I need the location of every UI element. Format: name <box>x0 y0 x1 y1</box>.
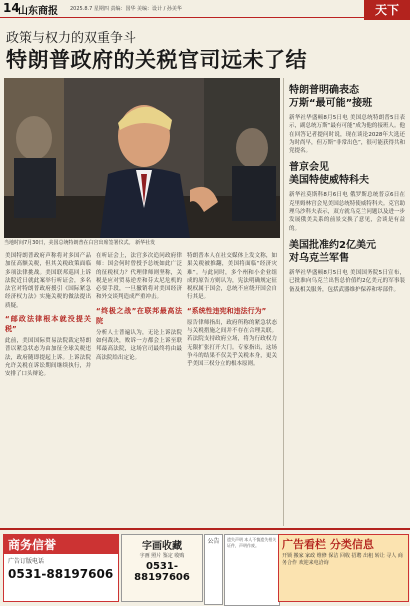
sidebar-story-3 <box>289 239 405 294</box>
column-2-text-b: 分析人士普遍认为，无论上诉法院如何裁决，败诉一方都会上诉至联邦最高法院，这场官司最终将由最高法院给出定论。 <box>96 329 182 361</box>
sidebar-story-2 <box>289 161 405 232</box>
sidebar-story-2-title: 普京会见 美国特使威特科夫 <box>289 162 369 187</box>
ad-business-sub: 广告订版电话 <box>8 558 45 565</box>
sidebar-story-3-title: 美国批准约2亿美元 对乌克兰军售 <box>289 239 376 264</box>
ad-classifieds <box>278 534 409 602</box>
column-divider <box>283 78 284 526</box>
ad-calligraphy <box>121 534 203 602</box>
ad-notice-label: 公告 <box>204 534 223 605</box>
ad-business-phone: 0531-88197606 <box>8 567 114 581</box>
article-column-3 <box>187 252 277 369</box>
sidebar-story-2-text: 新华社莫斯科8月6日电 俄罗斯总统普京6日在克里姆林宫会见美国总统特使威特科夫。克宫助理乌沙科夫表示，双方就乌克兰问题以及进一步发展俄美关系的前景交换了意见，会谈是有益的。 <box>289 192 405 232</box>
page-number: 14 <box>3 1 20 15</box>
sidebar-story-1-text: 新华社华盛顿8月5日电 美国总统特朗普5日表示，副总统万斯“最有可能”成为他的接班人。他在回答记者提问时说，现在谈论2028年大选还为时尚早，但万斯“非常出色”，很可能获得共和党提名。 <box>289 115 405 155</box>
sidebar-story-1-title: 特朗普明确表态 万斯“最可能”接班 <box>289 85 373 109</box>
ad-calligraphy-sub: 字画 照片 鉴定 收购 <box>139 553 185 559</box>
page-header <box>0 0 410 18</box>
column-3-text: 特朗普本人在社交媒体上发文称，如果关税被推翻，美国将面临“经济灾难”。与此同时，多个州和小企业组成的原告方则认为，宪法明确规定征税权属于国会，总统不应绕开国会自行其是。 <box>187 253 277 301</box>
ad-business <box>3 534 119 602</box>
subhead-2: “终极之战”在联邦最高法院 <box>96 306 182 325</box>
column-1-text-b: 此前，美国国际贸易法院裁定特朗普以紧急状态为由加征全球关税违法，政府随即提起上诉。上诉法院允许关税在诉讼期间继续执行，并安排了口头辩论。 <box>5 338 91 378</box>
ad-calligraphy-phone: 0531-88197606 <box>134 561 190 583</box>
issue-meta: 2025.8.7 星期四 责编：国华 美编：设计 / 孙美华 <box>70 6 182 12</box>
article-column-2 <box>96 252 182 362</box>
sidebar-story-1 <box>289 84 405 155</box>
newspaper-brand: 山东商报 <box>18 6 58 17</box>
column-1-text: 美国特朗普政府声称将对多国产品加征高额关税，但其关税政策面临多项法律挑战。美国联邦巡回上诉法院近日就此案举行听证会，多名法官对特朗普政府援引《国际紧急经济权力法》实施关税的做法提出质疑。 <box>5 253 91 309</box>
column-2-text: 在听证会上，法官多次追问政府律师：国会何时曾授予总统如此广泛的征税权力？代理律师则坚称，关税是应对贸易逆差和芬太尼危机的必要手段，一旦撤销将对美国经济和外交谈判造成严重冲击。 <box>96 253 182 301</box>
column-3-text-b: 原告律师指出，政府所称的紧急状态与关税措施之间并不存在合理关联。若法院支持政府立场，将为行政权力无限扩张打开大门。专家指出，这场争斗的结果不仅关乎关税本身，更关乎美国三权分立的根本原则。 <box>187 319 277 368</box>
subhead-3: “系统性违宪和违法行为” <box>187 306 267 315</box>
article-kicker: 政策与权力的双重争斗 <box>6 31 137 46</box>
section-label: 天下 <box>364 0 410 20</box>
sidebar-news <box>289 84 405 300</box>
photo-illustration <box>4 78 280 238</box>
ad-classifieds-title: 广告看栏 分类信息 <box>282 538 374 551</box>
subhead-1: “邮政法律根本就没提关税” <box>5 315 91 334</box>
ad-strip <box>0 528 410 604</box>
article-headline: 特朗普政府的关税官司远未了结 <box>6 48 307 72</box>
ad-notice-text: 遗失声明 本人不慎遗失相关证件，声明作废。 <box>224 534 280 606</box>
photo-caption: 当地时间7月30日，美国总统特朗普在白宫出席签署仪式。 新华社发 <box>4 240 156 246</box>
ad-business-title: 商务信誉 <box>4 535 118 554</box>
news-photo <box>4 78 280 238</box>
article-column-1 <box>5 252 91 379</box>
ad-calligraphy-title: 字画收藏 <box>142 541 182 552</box>
sidebar-story-3-text: 新华社华盛顿8月5日电 美国国务院5日宣布，已批准向乌克兰出售总价值约2亿美元的军事装备及相关服务，包括武器维护保养和零部件。 <box>289 269 405 293</box>
ad-classifieds-text: 开锁 搬家 家政 维修 保洁 回收 招聘 出租 转让 寻人 商务合作 欢迎来电洽询 <box>282 553 403 566</box>
